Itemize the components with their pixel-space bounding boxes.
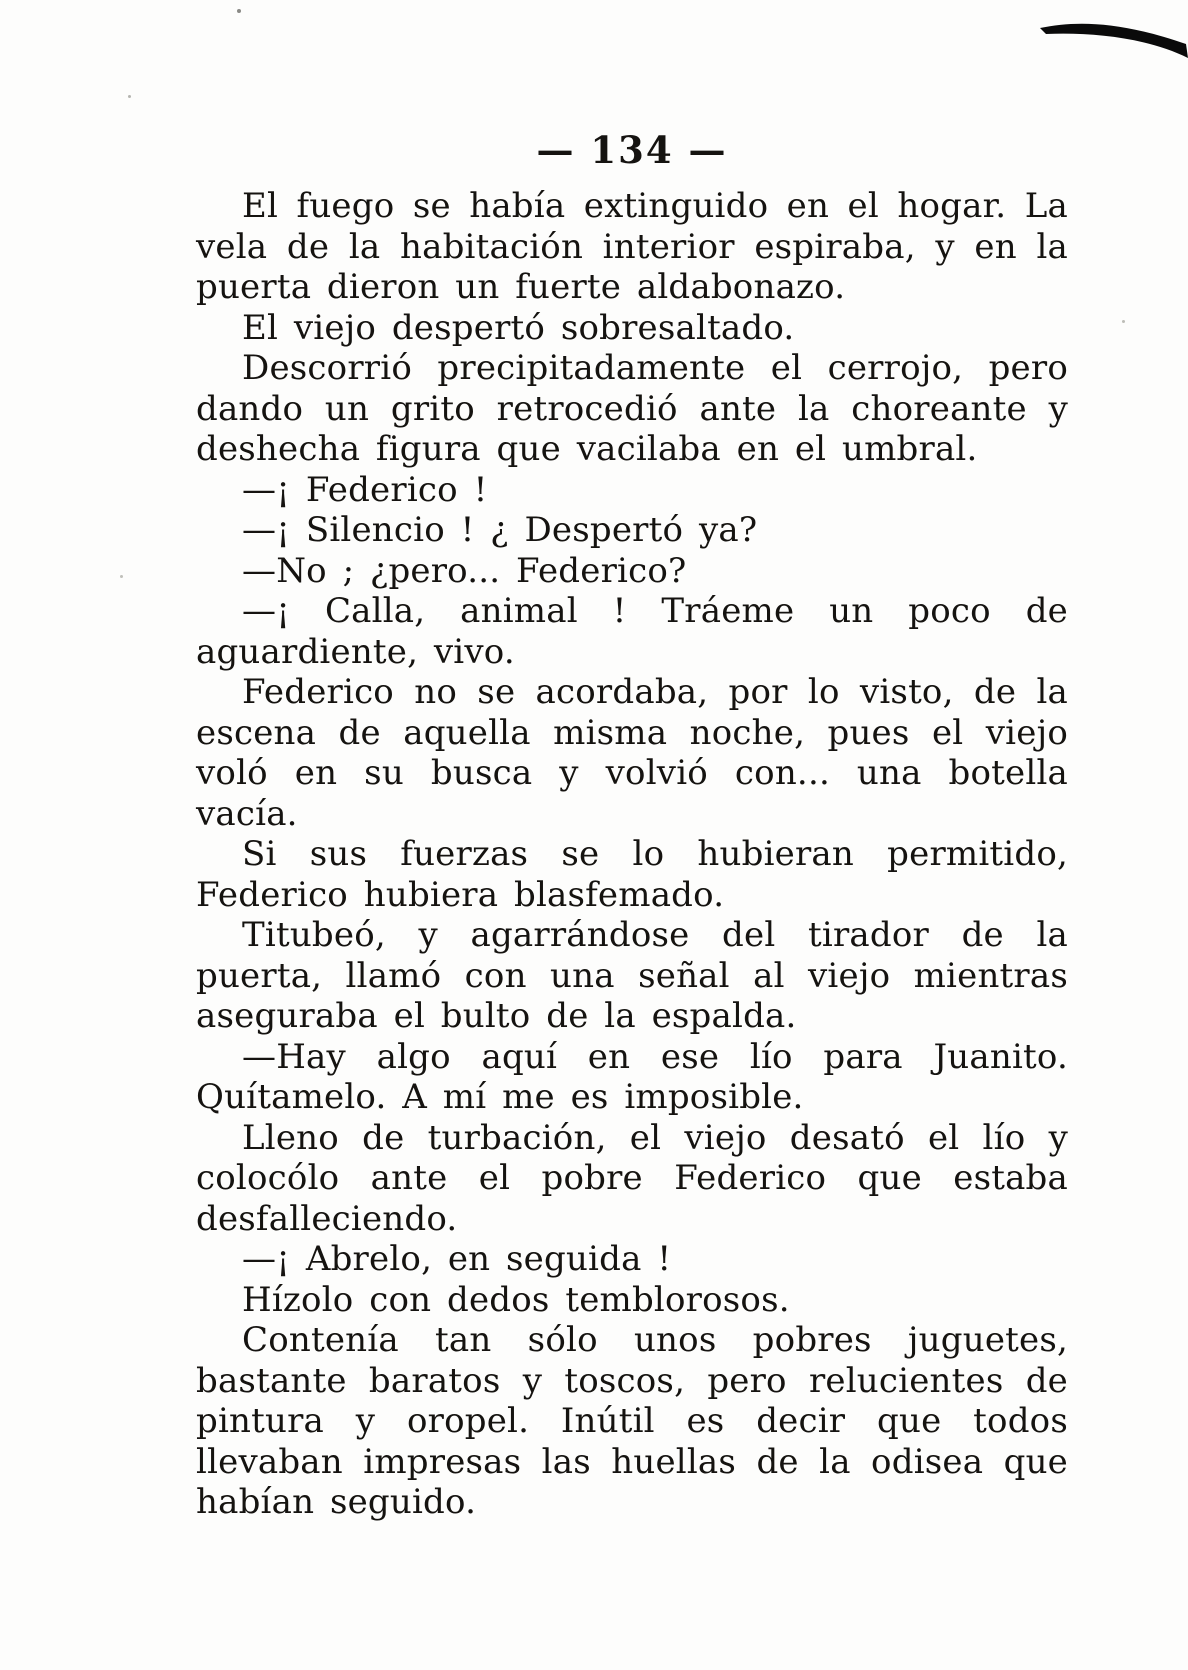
paragraph-dialogue: —¡ Silencio ! ¿ Despertó ya?	[242, 510, 758, 550]
paragraph-dialogue: —No ; ¿pero... Federico?	[242, 550, 687, 591]
paragraph: Hízolo con dedos temblorosos.	[242, 1279, 790, 1320]
paragraph-dialogue: —¡ Abrelo, en seguida !	[242, 1239, 672, 1279]
scan-speck	[120, 575, 123, 578]
scan-speck	[1122, 320, 1125, 323]
paragraph: Federico no se acordaba, por lo visto, de la escena de aquella misma noche, pues el viejo voló en su busca y volvió con... una botella vacía.	[196, 672, 1068, 834]
paragraph: Lleno de turbación, el viejo desató el lío y colocólo ante el pobre Federico que estaba desfalleciendo.	[196, 1117, 1068, 1239]
paragraph: El viejo despertó sobresaltado.	[242, 307, 795, 348]
page-number: — 134 —	[536, 128, 728, 172]
paragraph-dialogue: —¡ Federico !	[242, 469, 488, 510]
text-block	[196, 128, 1068, 1523]
paragraph: Si sus fuerzas se lo hubieran permitido, Federico hubiera blasfemado.	[196, 834, 1068, 915]
ink-smudge-artifact	[1038, 14, 1188, 58]
scan-speck	[237, 9, 241, 13]
paragraph: Contenía tan sólo unos pobres juguetes, bastante baratos y toscos, pero relucientes de pintura y oropel. Inútil es decir que todos llevaban impresas las huellas de la odisea que habían seguido.	[196, 1320, 1068, 1522]
paragraph-dialogue: —Hay algo aquí en ese lío para Juanito. Quítamelo. A mí me es imposible.	[196, 1036, 1068, 1117]
paragraph: El fuego se había extinguido en el hogar. La vela de la habitación interior espiraba, y en la puerta dieron un fuerte aldabonazo.	[196, 186, 1068, 307]
paragraph-dialogue: —¡ Calla, animal ! Tráeme un poco de aguardiente, vivo.	[196, 591, 1068, 672]
paragraph: Descorrió precipitadamente el cerrojo, pero dando un grito retrocedió ante la choreante y deshecha figura que vacilaba en el umbral.	[196, 348, 1068, 469]
scan-speck	[128, 95, 131, 98]
paragraph: Titubeó, y agarrándose del tirador de la puerta, llamó con una señal al viejo mientras aseguraba el bulto de la espalda.	[196, 915, 1068, 1036]
